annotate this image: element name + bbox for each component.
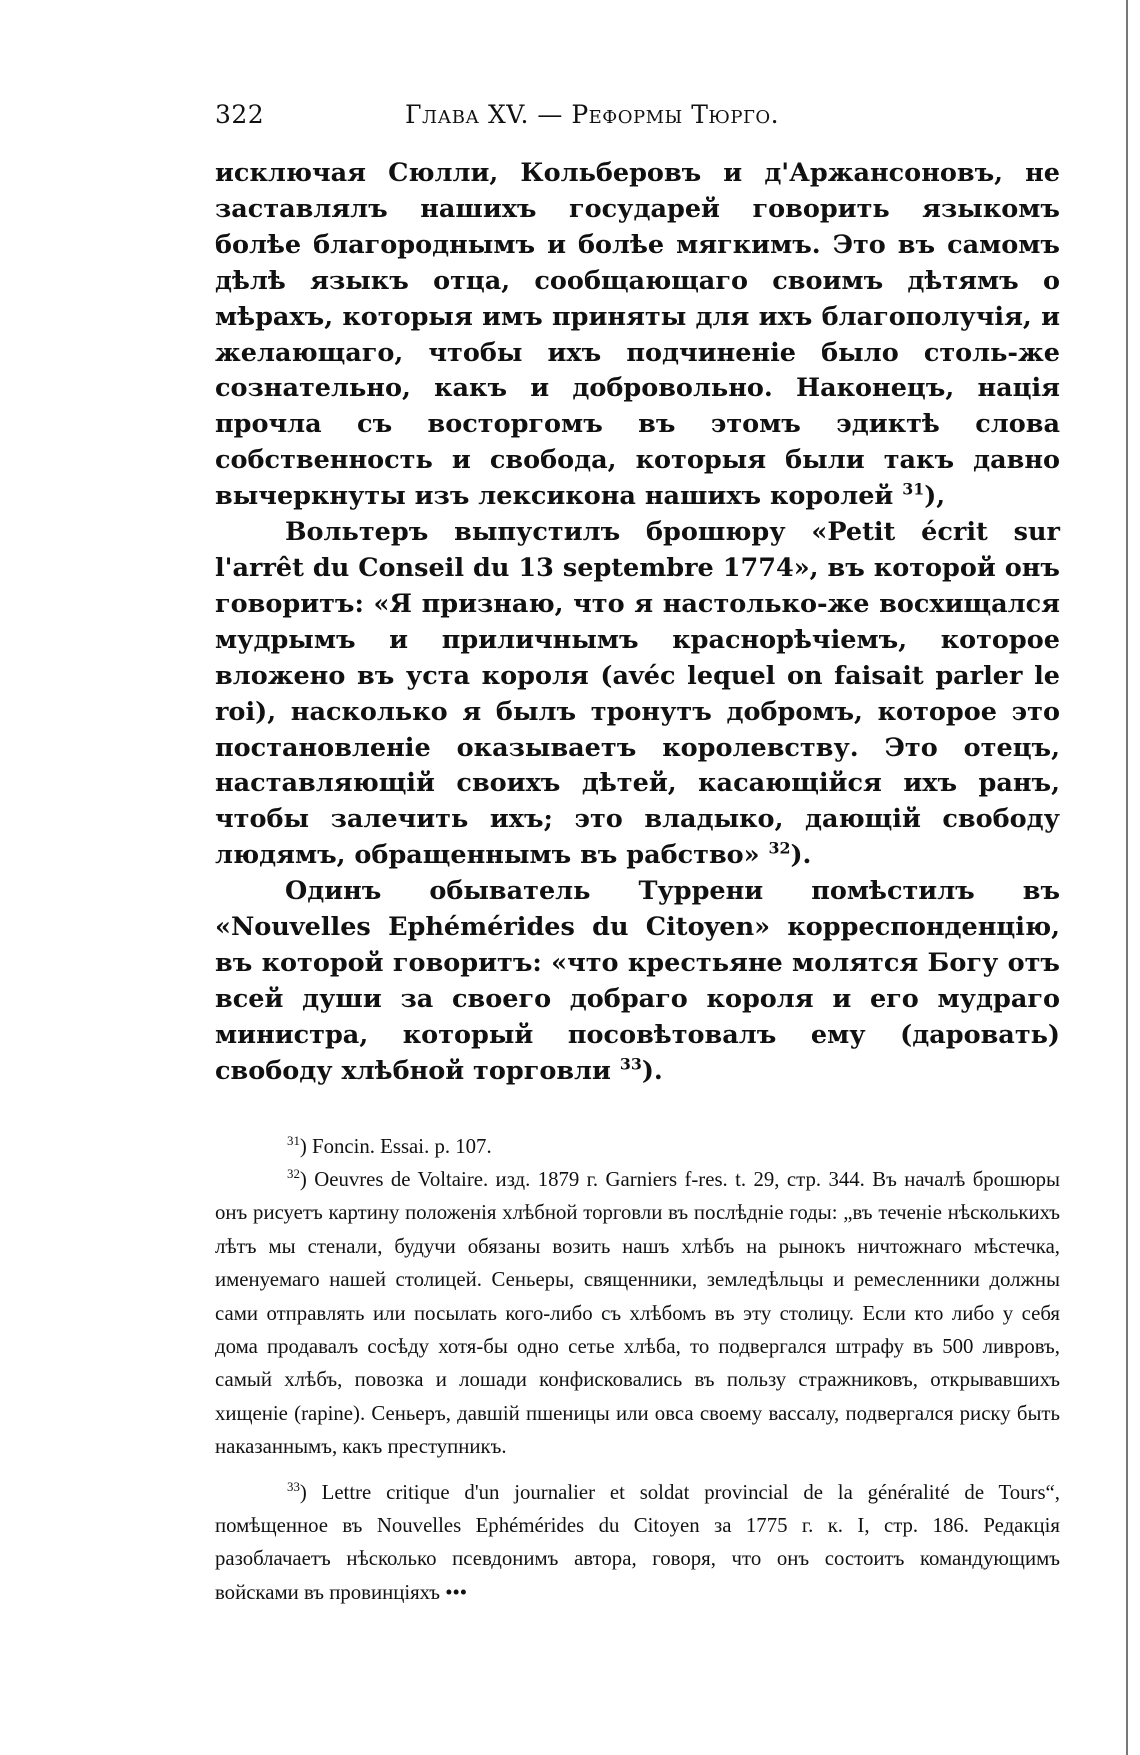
- footnote-ref: 33: [619, 1054, 642, 1074]
- running-title: Глава XV. — Реформы Тюрго.: [405, 100, 780, 129]
- book-page: [215, 100, 1060, 1609]
- paragraph: [215, 515, 1060, 874]
- main-text: [215, 156, 1060, 1090]
- footnote: [215, 1476, 1060, 1610]
- paragraph-text: исключая Сюлли, Кольберовъ и д'Аржансоновъ, не заставлялъ нашихъ государей говорить языкомъ болѣе благороднымъ и болѣе мягкимъ. Это въ самомъ дѣлѣ языкъ отца, сообщающаго своимъ дѣтямъ о мѣрахъ, которыя имъ приняты для ихъ благополучія, и желающаго, чтобы ихъ подчиненіе было столь-же сознательно, какъ и добровольно. Наконецъ, нація прочла съ восторгомъ въ этомъ эдиктѣ слова собственность и свобода, которыя были такъ давно вычеркнуты изъ лексикона нашихъ королей: [215, 158, 1060, 512]
- footnote-text: ) Lettre critique d'un journalier et soldat provincial de la généralité de Tours“, помѣщенное въ Nouvelles Ephémérides du Citoyen за 1775 г. к. I, стр. 186. Редакція разоблачаетъ нѣсколько псевдонимъ автора, говоря, что онъ состоитъ командующимъ войсками въ провинціяхъ •••: [215, 1480, 1060, 1604]
- page-number: 322: [215, 100, 265, 129]
- running-head: [215, 100, 1060, 140]
- footnote-ref: 32: [768, 838, 791, 858]
- footnote-mark: 31: [287, 1133, 300, 1148]
- paragraph: [215, 874, 1060, 1089]
- footnote-ref: 31: [902, 479, 925, 499]
- footnote: [215, 1163, 1060, 1464]
- page-edge-rule: [1126, 0, 1128, 1755]
- footnote-text: ) Foncin. Essai. p. 107.: [299, 1134, 492, 1158]
- paragraph-tail: ).: [641, 1055, 663, 1086]
- paragraph-tail: ),: [924, 481, 946, 512]
- paragraph-text: Одинъ обыватель Туррени помѣстилъ въ «Nouvelles Ephémérides du Citoyen» корреспонденцію, въ которой говоритъ: «что крестьяне молятся Богу отъ всей души за своего добраго короля и его мудраго министра, который посовѣтовалъ ему (даровать) свободу хлѣбной торговли: [215, 876, 1060, 1086]
- footnote-mark: 33: [287, 1479, 300, 1494]
- paragraph-tail: ).: [790, 840, 812, 871]
- footnote-text: ) Oeuvres de Voltaire. изд. 1879 г. Garniers f-res. t. 29, стр. 344. Въ началѣ брошюры онъ рисуетъ картину положенія хлѣбной торговли въ послѣдніе годы: „въ теченіе нѣсколькихъ лѣтъ мы стенали, будучи обязаны возить нашъ хлѣбъ на рынокъ ничтожнаго мѣстечка, именуемаго нашей столицей. Сеньеры, священники, земледѣльцы и ремесленники должны сами отправлять или посылать кого-либо съ хлѣбомъ въ эту столицу. Если кто либо у себя дома продавалъ сосѣду хотя-бы одно сетье хлѣба, то подвергался штрафу въ 500 ливровъ, самый хлѣбъ, повозка и лошади конфисковались въ пользу стражниковъ, открывавшихъ хищеніе (rapine). Сеньеръ, давшій пшеницы или овса своему вассалу, подвергался риску быть наказаннымъ, какъ преступникъ.: [215, 1167, 1060, 1459]
- paragraph-text: Вольтеръ выпустилъ брошюру «Petit écrit sur l'arrêt du Conseil du 13 septembre 1774», въ которой онъ говоритъ: «Я признаю, что я настолько-же восхищался мудрымъ и приличнымъ краснорѣчіемъ, которое вложено въ уста короля (avéc lequel on faisait parler le roi), насколько я былъ тронутъ добромъ, которое это постановленіе оказываетъ королевству. Это отецъ, наставляющій своихъ дѣтей, касающійся ихъ ранъ, чтобы залечить ихъ; это владыко, дающій свободу людямъ, обращеннымъ въ рабство»: [215, 517, 1060, 871]
- footnote-mark: 32: [287, 1167, 300, 1182]
- paragraph: [215, 156, 1060, 515]
- footnote: [215, 1130, 1060, 1163]
- footnotes: [215, 1130, 1060, 1610]
